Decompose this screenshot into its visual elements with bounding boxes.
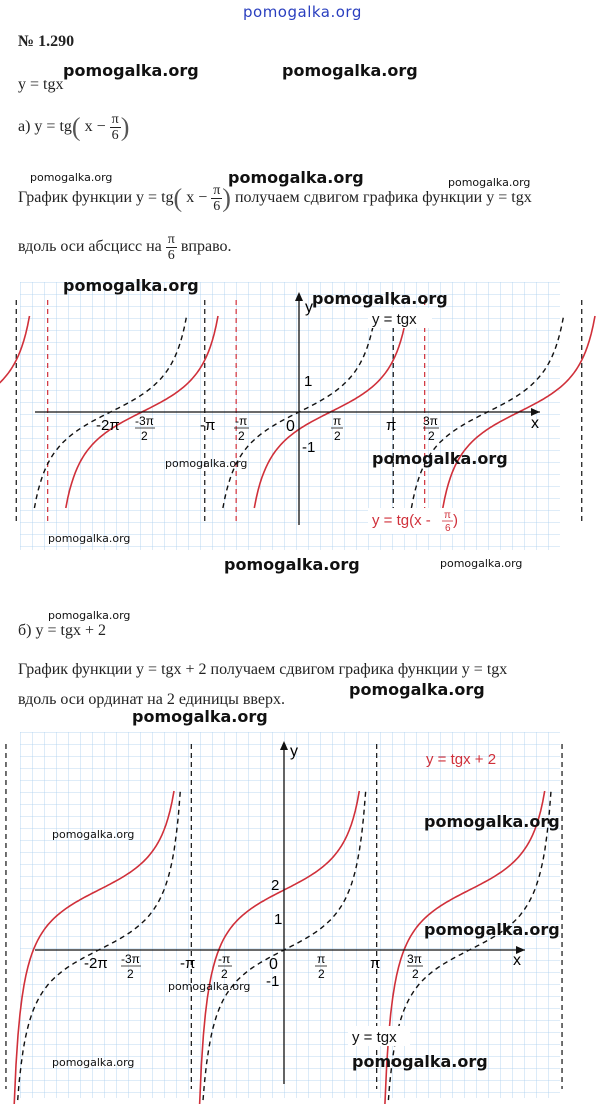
watermark: pomogalka.org: [132, 707, 268, 726]
base-function: y = tgx: [18, 76, 64, 93]
tick-label: 3π: [423, 414, 438, 428]
tick-label: -π: [218, 952, 231, 966]
fraction: $\frac{\pi}{6}$: [167, 232, 175, 263]
watermark: pomogalka.org: [282, 61, 418, 80]
tick-label: π: [386, 417, 397, 434]
watermark: pomogalka.org: [224, 555, 360, 574]
tick-label: -1: [302, 439, 316, 456]
part-a-description-line2: [18, 232, 232, 263]
part-b-description-line1: График функции y = tgx + 2 получаем сдвигом графика функции y = tgx: [18, 661, 508, 678]
tick-label: 1: [304, 373, 313, 390]
graph-b: [0, 724, 600, 1104]
part-b-formula: б) y = tgx + 2: [18, 622, 106, 639]
tick-label: 0: [269, 956, 278, 973]
label-text: 6: [445, 523, 451, 534]
label-text: ): [453, 512, 458, 529]
desc-text: вдоль оси абсцисс на: [18, 238, 162, 256]
problem-number: № 1.290: [18, 33, 75, 50]
tick-label: 1: [274, 911, 283, 928]
tick-label: 2: [318, 967, 325, 981]
part-a-description-line1: График функции y = tg( x − $\frac{\pi}{6}$ ) получаем сдвигом графика функции y = tgx: [18, 183, 532, 214]
watermark: pomogalka.org: [168, 980, 251, 993]
tick-label: -π: [180, 955, 196, 972]
tick-label: -2π: [96, 417, 120, 434]
tick-label: 2: [127, 967, 134, 981]
watermark: pomogalka.org: [352, 1052, 488, 1071]
fraction: $\frac{\pi}{6}$: [213, 183, 221, 214]
watermark: pomogalka.org: [448, 176, 531, 189]
tick-label: π: [370, 955, 381, 972]
watermark: pomogalka.org: [63, 276, 199, 295]
y-axis-label: y: [305, 299, 313, 316]
tick-label: 2: [428, 429, 435, 443]
tick-label: 2: [221, 967, 228, 981]
watermark: pomogalka.org: [349, 680, 485, 699]
tick-label: -3π: [135, 414, 154, 428]
watermark: pomogalka.org: [228, 168, 364, 187]
tick-label: 2: [238, 429, 245, 443]
x-axis-label: x: [531, 415, 539, 432]
label-text: y = tg(x -: [372, 512, 431, 529]
x-axis-label: x: [513, 952, 521, 969]
tick-label: -3π: [121, 952, 140, 966]
watermark: pomogalka.org: [30, 171, 113, 184]
tick-label: -1: [266, 973, 280, 990]
grid-background: [20, 732, 560, 1098]
tick-label: 2: [141, 429, 148, 443]
tick-label: π: [333, 414, 342, 428]
watermark-top: pomogalka.org: [243, 3, 362, 21]
watermark: pomogalka.org: [48, 609, 131, 622]
watermark: pomogalka.org: [165, 457, 248, 470]
tick-label: -2π: [84, 955, 108, 972]
y-axis-label: y: [290, 743, 298, 760]
label-base-function: y = tgx: [352, 1029, 397, 1046]
label-text: π: [444, 510, 451, 521]
part-a-formula: а) y = tg( x − $\frac{\pi}{6}$ ): [18, 112, 130, 143]
desc-text: вправо.: [180, 238, 232, 256]
watermark: pomogalka.org: [63, 61, 199, 80]
part-b-description-line2: вдоль оси ординат на 2 единицы вверх.: [18, 691, 285, 708]
part-a-inner: x −: [84, 118, 106, 136]
watermark: pomogalka.org: [372, 449, 508, 468]
fraction: $\frac{\pi}{6}$: [111, 112, 119, 143]
tick-label: -π: [200, 417, 216, 434]
label-shift-function: y = tgx + 2: [426, 751, 497, 768]
part-a-label: а) y = tg: [18, 118, 72, 136]
watermark: pomogalka.org: [312, 289, 448, 308]
tick-label: -π: [235, 414, 248, 428]
desc-text: получаем сдвигом графика функции y = tgx: [234, 189, 532, 207]
watermark: pomogalka.org: [48, 532, 131, 545]
tick-label: 3π: [407, 952, 422, 966]
watermark: pomogalka.org: [440, 557, 523, 570]
watermark: pomogalka.org: [52, 828, 135, 841]
watermark: pomogalka.org: [424, 920, 560, 939]
tick-label: 2: [412, 967, 419, 981]
tick-label: 2: [271, 877, 280, 894]
label-base-function: y = tgx: [372, 311, 417, 328]
tick-label: 0: [286, 418, 295, 435]
desc-inner: x −: [186, 189, 208, 207]
tick-label: 2: [334, 429, 341, 443]
tick-label: π: [317, 952, 326, 966]
desc-text: График функции y = tg: [18, 189, 174, 207]
watermark: pomogalka.org: [52, 1056, 135, 1069]
watermark: pomogalka.org: [424, 812, 560, 831]
